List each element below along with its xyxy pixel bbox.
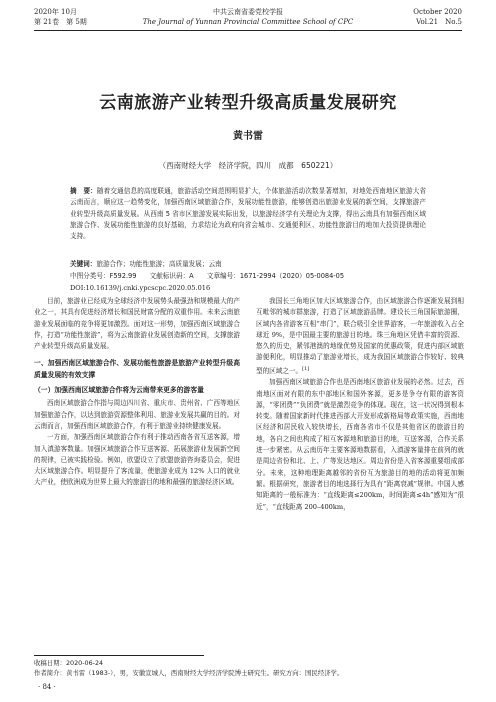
journal-name xyxy=(34,7,462,27)
keywords xyxy=(70,259,426,271)
abstract xyxy=(70,186,426,242)
received-date: 收稿日期：2020-06-24 xyxy=(34,659,104,667)
header-rule xyxy=(34,30,462,31)
volume-issue-en: Vol.21 No.5 xyxy=(416,18,462,26)
keywords-text: 旅游合作；功能性旅游；高质量发展；云南 xyxy=(96,260,222,268)
subsection-heading-1: （一）加强西南区域旅游合作将为云南带来更多的游客量 xyxy=(34,386,204,395)
keywords-label: 关键词： xyxy=(70,260,97,268)
page-number: · 84 · xyxy=(38,683,56,691)
doi: DOI:10.16139/j.cnki.ypcscpc.2020.05.016 xyxy=(70,284,211,292)
journal-name-en: The Journal of Yunnan Provincial Committee School of CPC xyxy=(142,18,354,26)
section-heading-1: 一、加强西南区域旅游合作、发展功能性旅游是旅游产业转型升级高质量发展的有效支撑 xyxy=(34,359,240,379)
issue-date-cn: 2020年 10月 xyxy=(34,8,77,16)
body-paragraph xyxy=(256,296,464,377)
body-paragraph: 加强西南区域旅游合作也是西南地区旅游业发展的必然。过去，西南地区面对有限的东中部地区和国外客源，更多是争夺有限的游客资源，“零团费”“负团费”就是激烈竞争的体现。现在，这一状况得到根本转变。随着国家新时代推进西部大开发形成新格局等政策实施，西南地区经济和居民收入较快增长，西南各省市不仅是其他省区的旅游目的地，各自之间也构成了相互客源地和旅游目的地，互送客源，合作关系进一步紧密。从云南历年主要客源地数据看，入滇游客量排在前列的就是周边省份和北、上、广等发达地区。周边省份是入省客源重要组成部分。未来，这种地理距离越邻的省份互为旅游目的地的活动将更加频繁。根据研究，旅游者目的地选择行为具有“距离衰减”规律。中国人感知距离的一般标准为：“直线距离≤200km，时间距离≤4h”感知为“很近”，“直线距离 200–400km， xyxy=(256,378,464,511)
issue-date-en: October 2020 xyxy=(413,8,462,16)
running-header xyxy=(34,7,462,29)
body-text: 我国长三角地区加大区域旅游合作，由区域旅游合作逐渐发展到相互毗邻的城市群旅游，打造了区域旅游品牌。建设长三角国际旅游圈，区域内各省游客互相“串门”，联合吸引全世界游客，一年旅游收入占全球近 9%，是中国最主要的旅游目的地。珠三角地区凭借丰富的资源、悠久的历史，紧邻港澳的地缘优势及国家的优惠政策，促进内部区域旅游便利化，明显推动了旅游业增长，成为我国区域旅游合作较好、较典型的区域之一。 xyxy=(256,297,464,375)
author-bio: 作者简介：黄书雷（1983-），男，安徽宣城人，西南财经大学经济学院博士研究生。研究方向：国民经济学。 xyxy=(34,669,344,677)
body-paragraph: 一方面，加强西南区域旅游合作有利于推动西南各省互送客源，增加入滇游客数量。加强区域旅游合作互送客源、拓展旅游业发展新空间的规律，已被实践检验。例如，欧盟设立了欧盟旅游咨询委员会，促进大区域旅游合作。明显提升了客流量，使旅游业成为 12% 人口的就业大产业，使欧洲成为世界上最大的旅游目的地和最强的旅游经济区域。 xyxy=(34,433,240,487)
article-title: 云南旅游产业转型升级高质量发展研究 xyxy=(99,93,397,113)
author-name: 黄书雷 xyxy=(233,131,263,142)
classification-line: 中图分类号：F592.99 文献标识码：A 文章编号：1671-2994（2020）05-0084-05 xyxy=(70,272,345,280)
volume-issue-cn: 第 21卷 第 5期 xyxy=(34,18,87,26)
body-paragraph: 西南区域旅游合作指与周边四川省、重庆市、贵州省、广西等地区加强旅游合作，以达到旅游资源整体利用、旅游业发展共赢的目的。对云南而言，加强西南区域旅游合作，有利于旅游业持续健康发展。 xyxy=(34,399,240,430)
footnote-rule xyxy=(34,655,204,656)
abstract-text: 随着交通信息的高度联通，旅游活动空间范围明显扩大，个体旅游活动次数显著增加，对地处西南地区旅游大省云南而言，顺应这一趋势变化，加强西南区域旅游合作，发展功能性旅游，能够创造出旅游业发展的新空间，支撑旅游产业转型升级高质量发展。从西南 5 省市区旅游发展实际出发，以旅游经济学有关理论为支撑，得出云南具有加强西南区域旅游合作、发展功能性旅游的良好基础，力求结论为政府向省会城市、交通便利区、功能性旅游目的地加大投资提供理论支持。 xyxy=(70,187,427,241)
issue-info-en xyxy=(413,7,462,27)
right-column xyxy=(256,296,464,513)
journal-name-cn: 中共云南省委党校学报 xyxy=(213,8,283,16)
left-column xyxy=(34,296,240,489)
citation-marker: [1] xyxy=(302,365,310,372)
abstract-label: 摘 要： xyxy=(70,187,97,195)
author-affiliation: （西南财经大学 经济学院，四川 成都 650221） xyxy=(158,161,338,170)
intro-paragraph: 目前，旅游业已经成为全球经济中发展势头最强劲和规模最大的产业之一，其具有促进经济增长和国民财富分配的双重作用。未来云南旅游业发展面临的竞争将更加激烈。面对这一形势，加强西南区域旅游合作，打造“功能性旅游”，将为云南旅游业发展创造新的空间，支撑旅游产业转型升级高质量发展。 xyxy=(34,297,240,351)
